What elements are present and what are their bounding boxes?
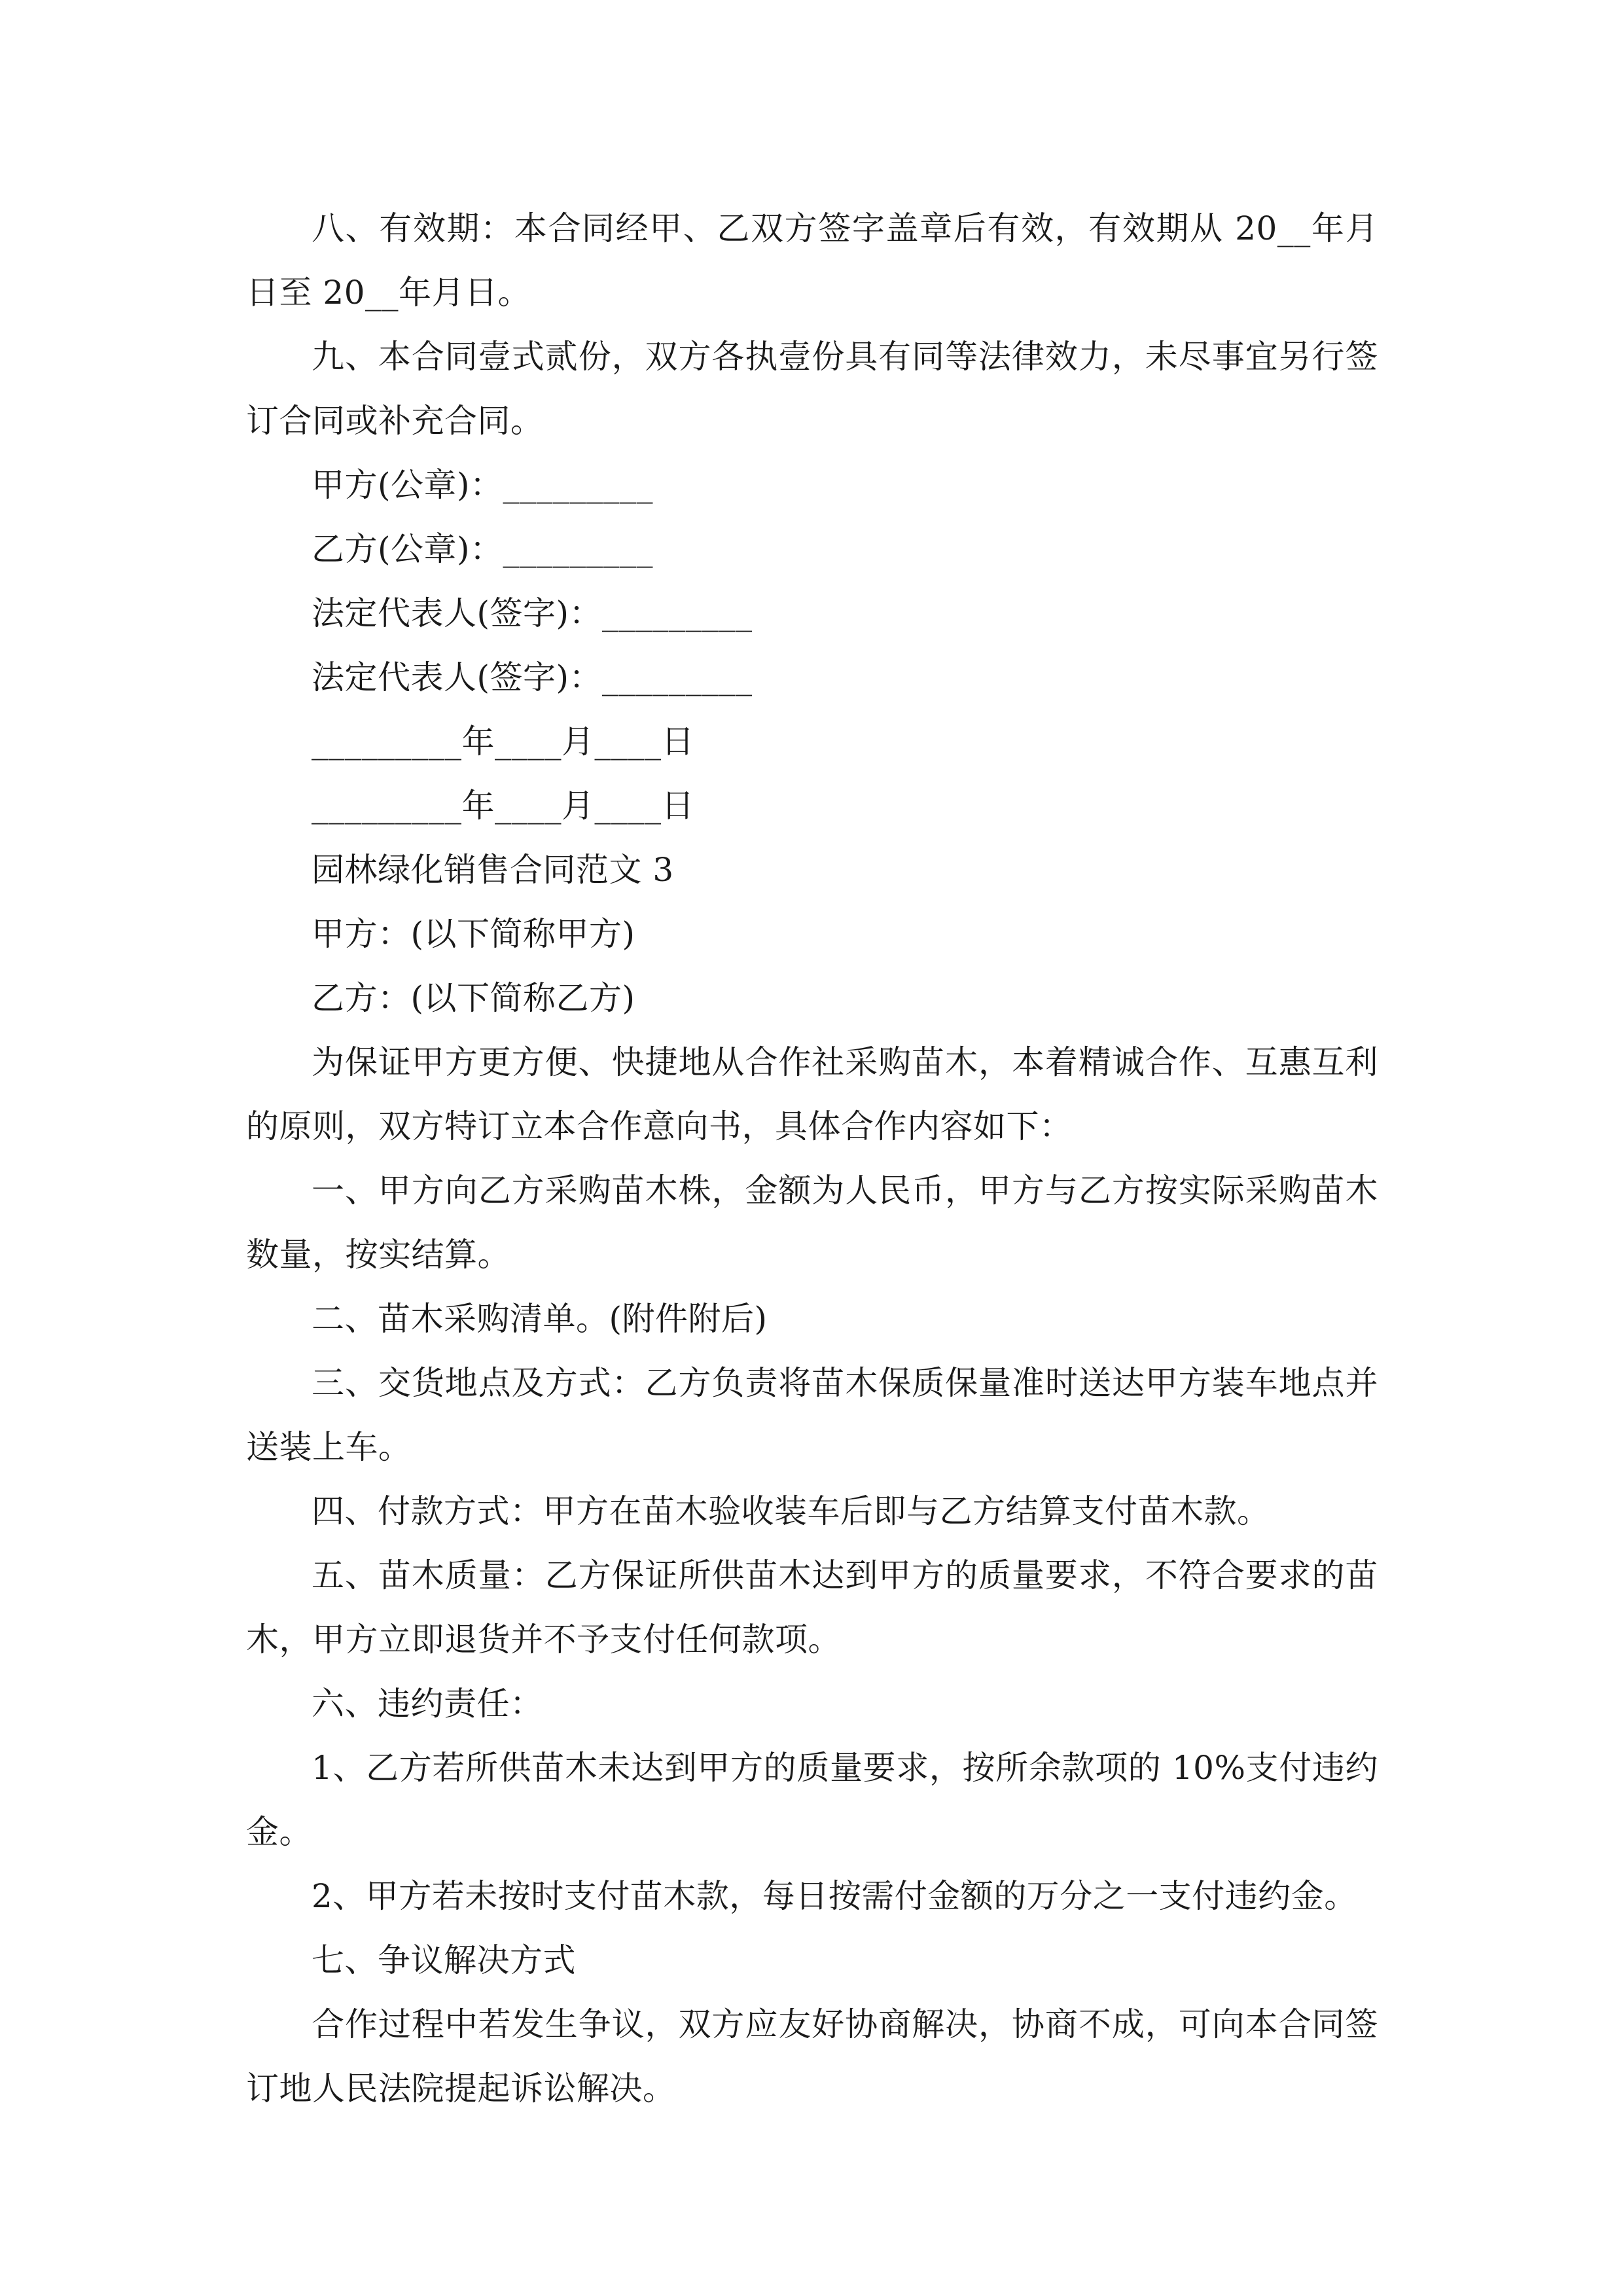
date-line-1: _________年____月____日 [312, 723, 694, 761]
party-b-line: 乙方：(以下简称乙方) [312, 979, 635, 1017]
date-line-2: _________年____月____日 [312, 787, 694, 825]
clause-validity: 八、有效期：本合同经甲、乙双方签字盖章后有效，有效期从 20__年月日至 20__年月日。 [246, 209, 1378, 312]
clause-3-delivery: 三、交货地点及方式：乙方负责将苗木保质保量准时送达甲方装车地点并送装上车。 [246, 1364, 1378, 1466]
clause-2-list: 二、苗木采购清单。(附件附后) [312, 1300, 768, 1338]
clause-copies: 九、本合同壹式贰份，双方各执壹份具有同等法律效力，未尽事宜另行签订合同或补充合同。 [246, 338, 1378, 440]
liability-item-2: 2、甲方若未按时支付苗木款，每日按需付金额的万分之一支付违约金。 [312, 1877, 1357, 1915]
clause-5-quality: 五、苗木质量：乙方保证所供苗木达到甲方的质量要求，不符合要求的苗木，甲方立即退货并不予支付任何款项。 [246, 1556, 1378, 1659]
clause-7-dispute: 七、争议解决方式 [312, 1941, 576, 1979]
document-body [246, 196, 1378, 2121]
legal-rep-signature-line-1: 法定代表人(签字)：_________ [312, 594, 753, 632]
clause-6-liability: 六、违约责任： [312, 1685, 543, 1723]
legal-rep-signature-line-2: 法定代表人(签字)：_________ [312, 658, 753, 696]
section-title: 园林绿化销售合同范文 3 [312, 851, 674, 889]
party-a-line: 甲方：(以下简称甲方) [312, 915, 635, 953]
clause-1-purchase: 一、甲方向乙方采购苗木株，金额为人民币，甲方与乙方按实际采购苗木数量，按实结算。 [246, 1172, 1378, 1274]
dispute-resolution-text: 合作过程中若发生争议，双方应友好协商解决，协商不成，可向本合同签订地人民法院提起诉讼解决。 [246, 2005, 1378, 2108]
party-a-seal-line: 甲方(公章)：_________ [312, 466, 654, 504]
preamble: 为保证甲方更方便、快捷地从合作社采购苗木，本着精诚合作、互惠互利的原则，双方特订立本合作意向书，具体合作内容如下： [246, 1043, 1378, 1145]
liability-item-1: 1、乙方若所供苗木未达到甲方的质量要求，按所余款项的 10%支付违约金。 [246, 1749, 1378, 1851]
party-b-seal-line: 乙方(公章)：_________ [312, 530, 654, 568]
clause-4-payment: 四、付款方式：甲方在苗木验收装车后即与乙方结算支付苗木款。 [312, 1492, 1270, 1530]
